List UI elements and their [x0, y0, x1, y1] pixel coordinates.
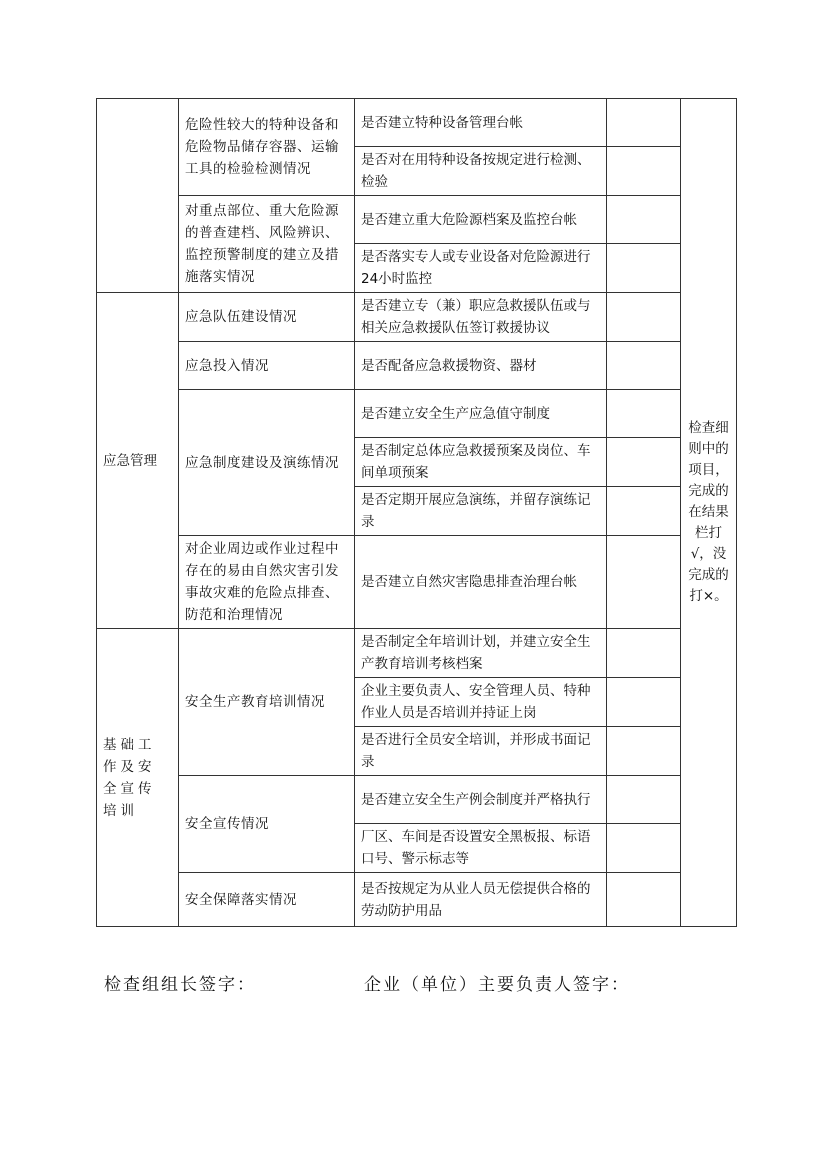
table-row	[97, 99, 737, 147]
subitem-cell: 应急制度建设及演练情况	[179, 390, 355, 536]
table-row	[97, 342, 737, 390]
check-item: 是否制定总体应急救援预案及岗位、车间单项预案	[355, 438, 607, 487]
subitem-cell: 应急投入情况	[179, 342, 355, 390]
result-cell[interactable]	[607, 390, 681, 438]
table-row	[97, 776, 737, 824]
check-item: 企业主要负责人、安全管理人员、特种作业人员是否培训并持证上岗	[355, 678, 607, 727]
result-cell[interactable]	[607, 244, 681, 293]
result-cell[interactable]	[607, 147, 681, 196]
result-cell[interactable]	[607, 678, 681, 727]
subitem-cell: 安全保障落实情况	[179, 873, 355, 927]
result-cell[interactable]	[607, 293, 681, 342]
table-row	[97, 293, 737, 342]
subitem-cell: 安全生产教育培训情况	[179, 629, 355, 776]
result-cell[interactable]	[607, 196, 681, 244]
result-cell[interactable]	[607, 727, 681, 776]
category-cell	[97, 99, 179, 293]
check-item: 是否建立特种设备管理台帐	[355, 99, 607, 147]
check-item: 是否建立安全生产例会制度并严格执行	[355, 776, 607, 824]
category-cell: 应急管理	[97, 293, 179, 629]
table-row	[97, 390, 737, 438]
result-cell[interactable]	[607, 824, 681, 873]
check-item: 是否建立自然灾害隐患排查治理台帐	[355, 536, 607, 629]
table-row	[97, 873, 737, 927]
check-item: 是否按规定为从业人员无偿提供合格的劳动防护用品	[355, 873, 607, 927]
result-cell[interactable]	[607, 536, 681, 629]
result-cell[interactable]	[607, 776, 681, 824]
subitem-cell: 对重点部位、重大危险源的普查建档、风险辨识、监控预警制度的建立及措施落实情况	[179, 196, 355, 293]
subitem-cell: 危险性较大的特种设备和危险物品储存容器、运输工具的检验检测情况	[179, 99, 355, 196]
note-cell: 检查细则中的项目，完成的在结果栏打√，没完成的打×。	[681, 99, 737, 927]
subitem-cell: 安全宣传情况	[179, 776, 355, 873]
leader-signature-label: 检查组组长签字：	[104, 975, 256, 995]
result-cell[interactable]	[607, 342, 681, 390]
check-item: 是否落实专人或专业设备对危险源进行24小时监控	[355, 244, 607, 293]
check-item: 是否定期开展应急演练，并留存演练记录	[355, 487, 607, 536]
check-item: 厂区、车间是否设置安全黑板报、标语口号、警示标志等	[355, 824, 607, 873]
result-cell[interactable]	[607, 487, 681, 536]
check-item: 是否制定全年培训计划，并建立安全生产教育培训考核档案	[355, 629, 607, 678]
inspection-table	[96, 98, 737, 927]
check-item: 是否建立安全生产应急值守制度	[355, 390, 607, 438]
subitem-cell: 对企业周边或作业过程中存在的易由自然灾害引发事故灾难的危险点排查、防范和治理情况	[179, 536, 355, 629]
table-row	[97, 196, 737, 244]
check-item: 是否对在用特种设备按规定进行检测、检验	[355, 147, 607, 196]
check-item: 是否进行全员安全培训，并形成书面记录	[355, 727, 607, 776]
check-item: 是否配备应急救援物资、器材	[355, 342, 607, 390]
result-cell[interactable]	[607, 629, 681, 678]
result-cell[interactable]	[607, 99, 681, 147]
category-cell: 基础工作及安全宣传培训	[97, 629, 179, 927]
check-item: 是否建立重大危险源档案及监控台帐	[355, 196, 607, 244]
check-item: 是否建立专（兼）职应急救援队伍或与相关应急救援队伍签订救援协议	[355, 293, 607, 342]
result-cell[interactable]	[607, 873, 681, 927]
result-cell[interactable]	[607, 438, 681, 487]
table-row	[97, 536, 737, 629]
table-row	[97, 629, 737, 678]
subitem-cell: 应急队伍建设情况	[179, 293, 355, 342]
owner-signature-label: 企业（单位）主要负责人签字：	[364, 975, 630, 995]
